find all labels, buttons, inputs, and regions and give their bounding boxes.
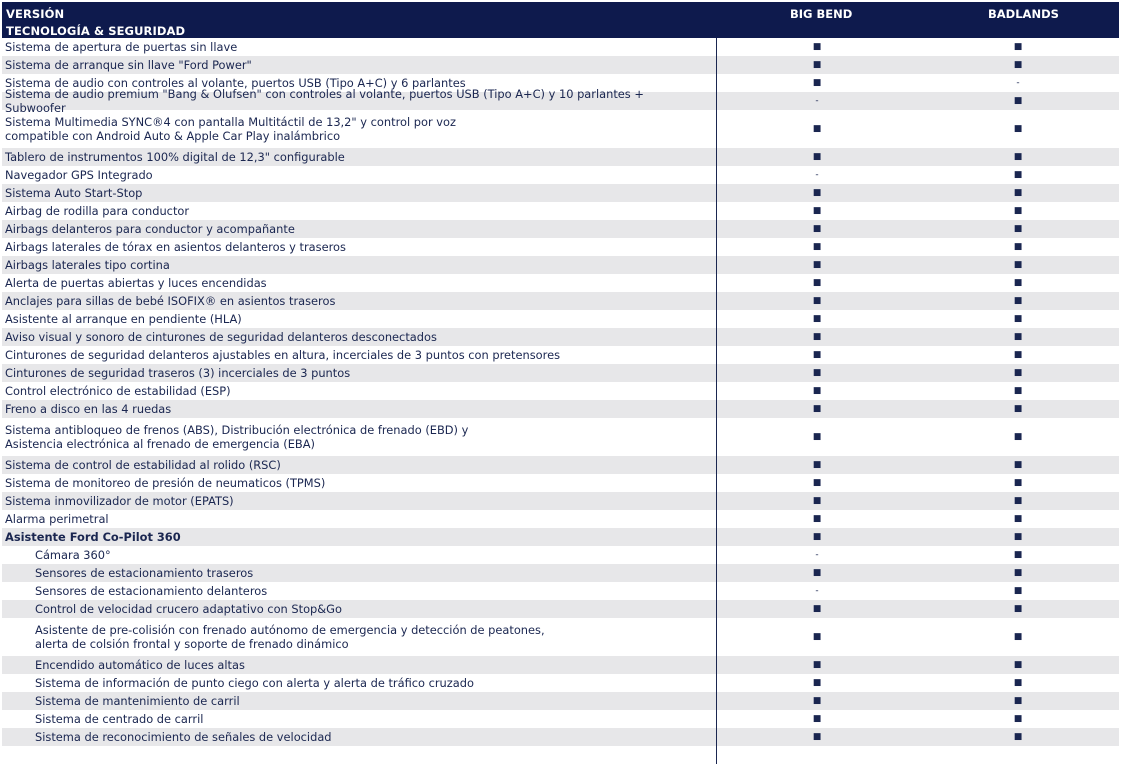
table-row <box>2 600 1119 618</box>
big-bend-availability: ■ <box>812 404 822 414</box>
badlands-availability: ■ <box>1013 586 1023 596</box>
badlands-availability: ■ <box>1013 478 1023 488</box>
badlands-availability: ■ <box>1013 632 1023 642</box>
table-row <box>2 346 1119 364</box>
feature-label: Encendido automático de luces altas <box>35 658 245 672</box>
badlands-availability: ■ <box>1013 604 1023 614</box>
feature-label: Sistema de arranque sin llave "Ford Power" <box>5 58 252 72</box>
table-row <box>2 166 1119 184</box>
table-row <box>2 292 1119 310</box>
big-bend-availability: - <box>815 550 819 560</box>
table-row <box>2 492 1119 510</box>
feature-label: Alerta de puertas abiertas y luces encendidas <box>5 276 267 290</box>
big-bend-availability: ■ <box>812 42 822 52</box>
feature-label: Sensores de estacionamiento traseros <box>35 566 254 580</box>
table-row <box>2 510 1119 528</box>
table-row <box>2 382 1119 400</box>
badlands-availability: ■ <box>1013 532 1023 542</box>
big-bend-availability: ■ <box>812 532 822 542</box>
feature-label: Aviso visual y sonoro de cinturones de seguridad delanteros desconectados <box>5 330 437 344</box>
big-bend-availability: ■ <box>812 368 822 378</box>
feature-label: Sistema antibloqueo de frenos (ABS), Distribución electrónica de frenado (EBD) y Asistencia electrónica al frenado de emergencia (EBA) <box>5 423 469 451</box>
table-row <box>2 274 1119 292</box>
table-row <box>2 582 1119 600</box>
badlands-availability: ■ <box>1013 278 1023 288</box>
table-row <box>2 220 1119 238</box>
badlands-availability: ■ <box>1013 152 1023 162</box>
big-bend-availability: - <box>815 170 819 180</box>
badlands-availability: ■ <box>1013 124 1023 134</box>
feature-label: Airbag de rodilla para conductor <box>5 204 190 218</box>
feature-label: Airbags laterales de tórax en asientos delanteros y traseros <box>5 240 346 254</box>
badlands-availability: ■ <box>1013 314 1023 324</box>
table-row <box>2 87 1119 115</box>
badlands-availability: ■ <box>1013 432 1023 442</box>
big-bend-availability: ■ <box>812 632 822 642</box>
feature-label: Sistema de información de punto ciego con alerta y alerta de tráfico cruzado <box>35 676 474 690</box>
badlands-availability: ■ <box>1013 296 1023 306</box>
badlands-availability: ■ <box>1013 242 1023 252</box>
feature-label: Cinturones de seguridad traseros (3) incerciales de 3 puntos <box>5 366 351 380</box>
feature-label: Airbags delanteros para conductor y acompañante <box>5 222 295 236</box>
feature-label: Asistente Ford Co-Pilot 360 <box>5 530 181 544</box>
table-row <box>2 564 1119 582</box>
table-row <box>2 692 1119 710</box>
table-row <box>2 328 1119 346</box>
badlands-availability: ■ <box>1013 350 1023 360</box>
table-header <box>2 2 1119 38</box>
badlands-availability: ■ <box>1013 404 1023 414</box>
table-row <box>2 474 1119 492</box>
badlands-availability: ■ <box>1013 332 1023 342</box>
table-row <box>2 728 1119 746</box>
table-row <box>2 238 1119 256</box>
big-bend-availability: ■ <box>812 278 822 288</box>
big-bend-availability: ■ <box>812 696 822 706</box>
table-row <box>2 528 1119 546</box>
badlands-availability: ■ <box>1013 206 1023 216</box>
feature-label: Alarma perimetral <box>5 512 109 526</box>
table-row <box>2 674 1119 692</box>
big-bend-availability: ■ <box>812 350 822 360</box>
feature-label: Sistema de reconocimiento de señales de velocidad <box>35 730 332 744</box>
feature-label: Sistema de apertura de puertas sin llave <box>5 40 238 54</box>
badlands-availability: - <box>1016 78 1020 88</box>
column-header-big-bend: BIG BEND <box>790 7 853 21</box>
badlands-availability: ■ <box>1013 386 1023 396</box>
big-bend-availability: - <box>815 586 819 596</box>
big-bend-availability: ■ <box>812 660 822 670</box>
table-row <box>2 38 1119 56</box>
feature-label: Freno a disco en las 4 ruedas <box>5 402 172 416</box>
badlands-availability: ■ <box>1013 42 1023 52</box>
table-row <box>2 184 1119 202</box>
big-bend-availability: ■ <box>812 152 822 162</box>
column-divider <box>716 38 717 764</box>
badlands-availability: ■ <box>1013 550 1023 560</box>
big-bend-availability: ■ <box>812 514 822 524</box>
feature-label: Cinturones de seguridad delanteros ajustables en altura, incerciales de 3 puntos con pretensores <box>5 348 561 362</box>
feature-label: Sistema Auto Start-Stop <box>5 186 143 200</box>
table-row <box>2 546 1119 564</box>
big-bend-availability: ■ <box>812 124 822 134</box>
badlands-availability: ■ <box>1013 696 1023 706</box>
badlands-availability: ■ <box>1013 714 1023 724</box>
feature-label: Airbags laterales tipo cortina <box>5 258 170 272</box>
big-bend-availability: ■ <box>812 188 822 198</box>
table-row <box>2 710 1119 728</box>
badlands-availability: ■ <box>1013 60 1023 70</box>
big-bend-availability: - <box>815 96 819 106</box>
feature-label: Cámara 360° <box>35 548 111 562</box>
big-bend-availability: ■ <box>812 386 822 396</box>
big-bend-availability: ■ <box>812 260 822 270</box>
big-bend-availability: ■ <box>812 78 822 88</box>
table-row <box>2 256 1119 274</box>
badlands-availability: ■ <box>1013 260 1023 270</box>
feature-label: Sistema de control de estabilidad al rolido (RSC) <box>5 458 281 472</box>
big-bend-availability: ■ <box>812 604 822 614</box>
table-row <box>2 110 1119 148</box>
big-bend-availability: ■ <box>812 732 822 742</box>
big-bend-availability: ■ <box>812 460 822 470</box>
feature-label: Sistema de audio con controles al volante, puertos USB (Tipo A+C) y 6 parlantes <box>5 76 466 90</box>
version-label: VERSIÓN <box>6 7 65 21</box>
feature-label: Control de velocidad crucero adaptativo con Stop&Go <box>35 602 342 616</box>
feature-label: Sensores de estacionamiento delanteros <box>35 584 268 598</box>
feature-label: Navegador GPS Integrado <box>5 168 153 182</box>
table-row <box>2 618 1119 656</box>
feature-label: Sistema de mantenimiento de carril <box>35 694 240 708</box>
big-bend-availability: ■ <box>812 478 822 488</box>
badlands-availability: ■ <box>1013 224 1023 234</box>
feature-label: Control electrónico de estabilidad (ESP) <box>5 384 231 398</box>
badlands-availability: ■ <box>1013 96 1023 106</box>
table-row <box>2 418 1119 456</box>
table-row <box>2 656 1119 674</box>
table-row <box>2 202 1119 220</box>
feature-label: Tablero de instrumentos 100% digital de 12,3" configurable <box>5 150 345 164</box>
table-row <box>2 148 1119 166</box>
big-bend-availability: ■ <box>812 432 822 442</box>
big-bend-availability: ■ <box>812 314 822 324</box>
big-bend-availability: ■ <box>812 242 822 252</box>
big-bend-availability: ■ <box>812 714 822 724</box>
badlands-availability: ■ <box>1013 732 1023 742</box>
big-bend-availability: ■ <box>812 496 822 506</box>
feature-label: Asistente al arranque en pendiente (HLA) <box>5 312 242 326</box>
feature-label: Sistema Multimedia SYNC®4 con pantalla Multitáctil de 13,2" y control por voz compatible con Android Auto & Apple Car Play inalámbrico <box>5 115 456 143</box>
feature-table <box>2 38 1119 746</box>
table-row <box>2 400 1119 418</box>
feature-label: Anclajes para sillas de bebé ISOFIX® en asientos traseros <box>5 294 336 308</box>
badlands-availability: ■ <box>1013 368 1023 378</box>
column-header-badlands: BADLANDS <box>988 7 1059 21</box>
feature-label: Sistema de centrado de carril <box>35 712 204 726</box>
feature-label: Sistema inmovilizador de motor (EPATS) <box>5 494 234 508</box>
table-row <box>2 364 1119 382</box>
badlands-availability: ■ <box>1013 660 1023 670</box>
section-title: TECNOLOGÍA & SEGURIDAD <box>6 24 186 38</box>
badlands-availability: ■ <box>1013 514 1023 524</box>
big-bend-availability: ■ <box>812 296 822 306</box>
big-bend-availability: ■ <box>812 678 822 688</box>
big-bend-availability: ■ <box>812 206 822 216</box>
badlands-availability: ■ <box>1013 678 1023 688</box>
big-bend-availability: ■ <box>812 60 822 70</box>
feature-label: Sistema de monitoreo de presión de neumaticos (TPMS) <box>5 476 326 490</box>
feature-label: Asistente de pre-colisión con frenado autónomo de emergencia y detección de peatones, alerta de colsión frontal y soporte de frenado dinámico <box>35 623 545 651</box>
big-bend-availability: ■ <box>812 568 822 578</box>
table-row <box>2 56 1119 74</box>
badlands-availability: ■ <box>1013 496 1023 506</box>
table-row <box>2 456 1119 474</box>
badlands-availability: ■ <box>1013 460 1023 470</box>
big-bend-availability: ■ <box>812 224 822 234</box>
badlands-availability: ■ <box>1013 170 1023 180</box>
table-row <box>2 310 1119 328</box>
badlands-availability: ■ <box>1013 568 1023 578</box>
feature-label: Sistema de audio premium "Bang & Olufsen" con controles al volante, puertos USB (Tipo A+C) y 10 parlantes + Subwoofer <box>5 87 644 115</box>
badlands-availability: ■ <box>1013 188 1023 198</box>
big-bend-availability: ■ <box>812 332 822 342</box>
